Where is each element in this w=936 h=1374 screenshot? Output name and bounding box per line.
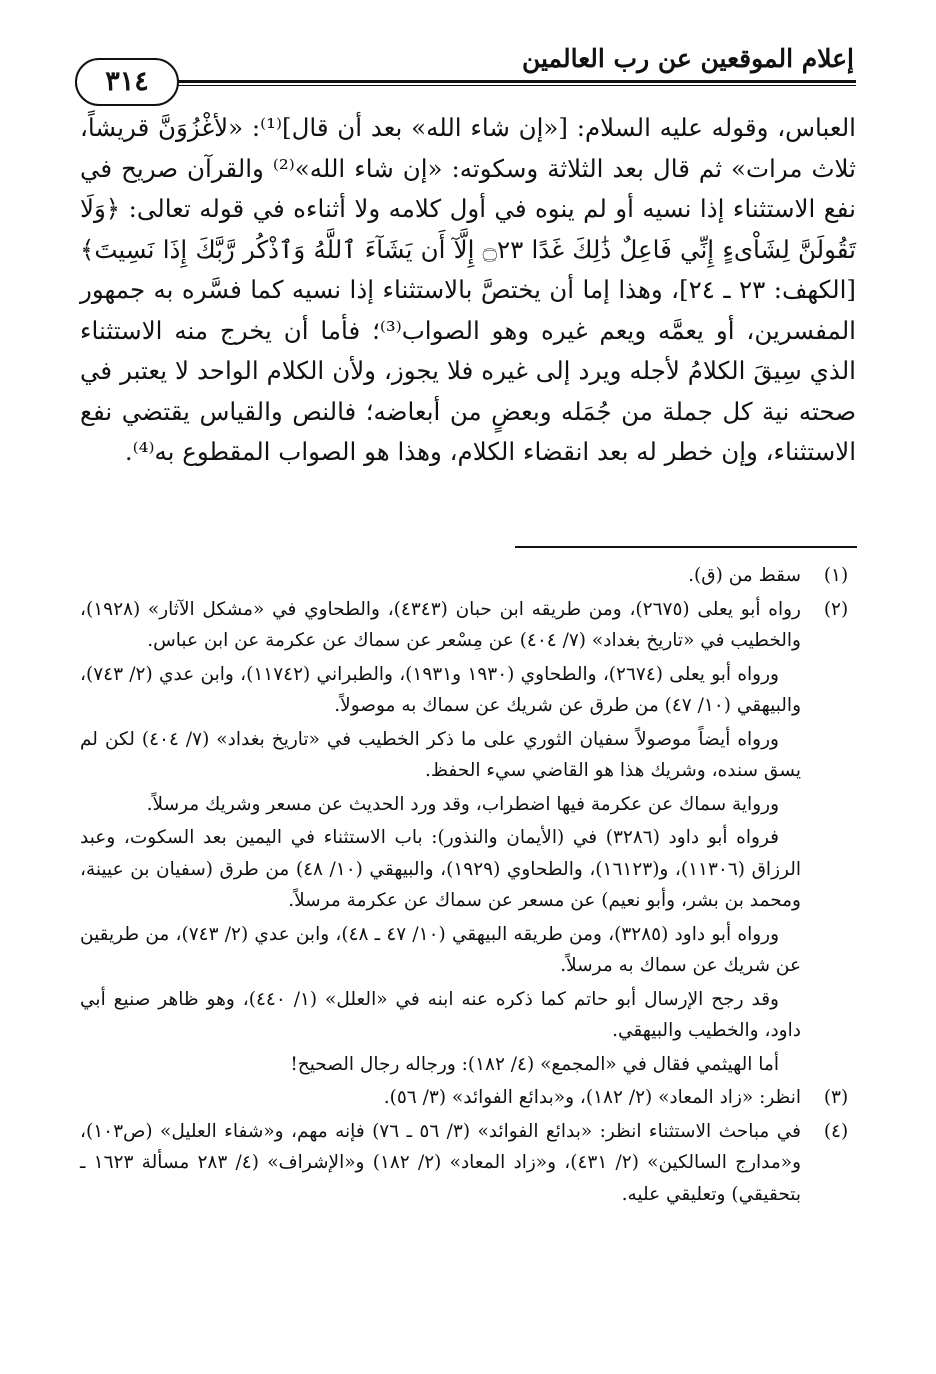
footnote-number: (٤)	[823, 1120, 849, 1142]
running-header-title: إعلام الموقعين عن رب العالمين	[521, 44, 854, 73]
footnote-text: ورواه أبو داود (٣٢٨٥)، ومن طريقه البيهقي (١٠/ ٤٧ ـ ٤٨)، وابن عدي (٢/ ٧٤٣)، من طريقين عن شريك عن سماك به مرسلاً.	[80, 923, 801, 976]
footnote-text: فرواه أبو داود (٣٢٨٦) في (الأيمان والنذور): باب الاستثناء في اليمين بعد السكوت، وعبد الرزاق (١١٣٠٦)، و(١٦١٢٣)، والطحاوي (١٩٢٩)، والبيهقي (١٠/ ٤٨) من طرق (سفيان بن عيينة، ومحمد بن بشر، وأبو نعيم) عن مسعر عن سماك عن عكرمة مرسلاً.	[80, 827, 801, 911]
footnote-text: ورواية سماك عن عكرمة فيها اضطراب، وقد ورد الحديث عن مسعر وشريك مرسلاً.	[146, 793, 779, 815]
footnote-text: وقد رجح الإرسال أبو حاتم كما ذكره عنه ابنه في «العلل» (١/ ٤٤٠)، وهو ظاهر صنيع أبي داود، والخطيب والبيهقي.	[80, 988, 801, 1041]
footnote-text: أما الهيثمي فقال في «المجمع» (٤/ ١٨٢): ورجاله رجال الصحيح!	[290, 1053, 779, 1075]
footnote-text: رواه أبو يعلى (٢٦٧٥)، ومن طريقه ابن حبان (٤٣٤٣)، والطحاوي في «مشكل الآثار» (١٩٢٨)، والخطيب في «تاريخ بغداد» (٧/ ٤٠٤) عن مِسْعر عن سماك عن عكرمة عن ابن عباس.	[80, 598, 801, 651]
header-rule	[75, 80, 856, 83]
footnote-number: (٢)	[823, 598, 849, 620]
footnote-4	[80, 1116, 856, 1211]
footnote-separator	[515, 546, 857, 548]
page-number: ٣١٤	[75, 58, 179, 106]
footnote-1	[80, 560, 856, 592]
footnote-text: انظر: «زاد المعاد» (٢/ ١٨٢)، و«بدائع الفوائد» (٣/ ٥٦).	[383, 1087, 801, 1108]
footnote-2	[80, 594, 856, 1081]
footnote-text: ورواه أيضاً موصولاً سفيان الثوري على ما ذكر الخطيب في «تاريخ بغداد» (٧/ ٤٠٤) لكن لم يسق سنده، وشريك هذا هو القاضي سيء الحفظ.	[80, 728, 801, 781]
footnote-number: (٣)	[823, 1087, 849, 1108]
footnotes	[80, 560, 856, 1212]
footnote-number: (١)	[823, 565, 849, 586]
main-paragraph: العباس، وقوله عليه السلام: [«إن شاء الله» بعد أن قال]⁽¹⁾: «لأغْزُوَنَّ قريشاً، ثلاث مرات» ثم قال بعد الثلاثة وسكوته: «إن شاء الله»⁽²⁾ والقرآن صريح في نفع الاستثناء إذا نسيه أو لم ينوه في أول كلامه ولا أثناءه في قوله تعالى: ﴿وَلَا تَقُولَنَّ لِشَاْىءٍ إِنِّي فَاعِلٌ ذَٰلِكَ غَدًا ۝٢٣ إِلَّآ أَن يَشَآءَ ٱللَّهُ وَٱذْكُر رَّبَّكَ إِذَا نَسِيتَ﴾ [الكهف: ٢٣ ـ ٢٤]، وهذا إما أن يختصَّ بالاستثناء إذا نسيه كما فسَّره به جمهور المفسرين، أو يعمَّه ويعم غيره وهو الصواب⁽³⁾؛ فأما أن يخرج منه الاستثناء الذي سِيقَ الكلامُ لأجله ويرد إلى غيره فلا يجوز، ولأن الكلام الواحد لا يعتبر في صحته نية كل جملة من جُمَله وبعضٍ من أبعاضه؛ فالنص والقياس يقتضي نفع الاستثناء، وإن خطر له بعد انقضاء الكلام، وهذا هو الصواب المقطوع به⁽⁴⁾.	[80, 113, 856, 466]
header-rule-thin	[75, 85, 856, 86]
footnote-3	[80, 1082, 856, 1114]
footnote-text: سقط من (ق).	[688, 565, 801, 586]
main-text	[80, 108, 856, 473]
footnote-text: في مباحث الاستثناء انظر: «بدائع الفوائد» (٣/ ٥٦ ـ ٧٦) فإنه مهم، و«شفاء العليل» (ص١٠٣)، و«مدارج السالكين» (٢/ ٤٣١)، و«زاد المعاد» (٢/ ١٨٢) و«الإشراف» (٤/ ٢٨٣ مسألة ١٦٢٣ ـ بتحقيقي) وتعليقي عليه.	[80, 1120, 802, 1205]
footnote-text: ورواه أبو يعلى (٢٦٧٤)، والطحاوي (١٩٣٠ و١٩٣١)، والطبراني (١١٧٤٢)، وابن عدي (٢/ ٧٤٣)، والبيهقي (١٠/ ٤٧) من طرق عن شريك عن سماك به موصولاً.	[80, 663, 801, 716]
